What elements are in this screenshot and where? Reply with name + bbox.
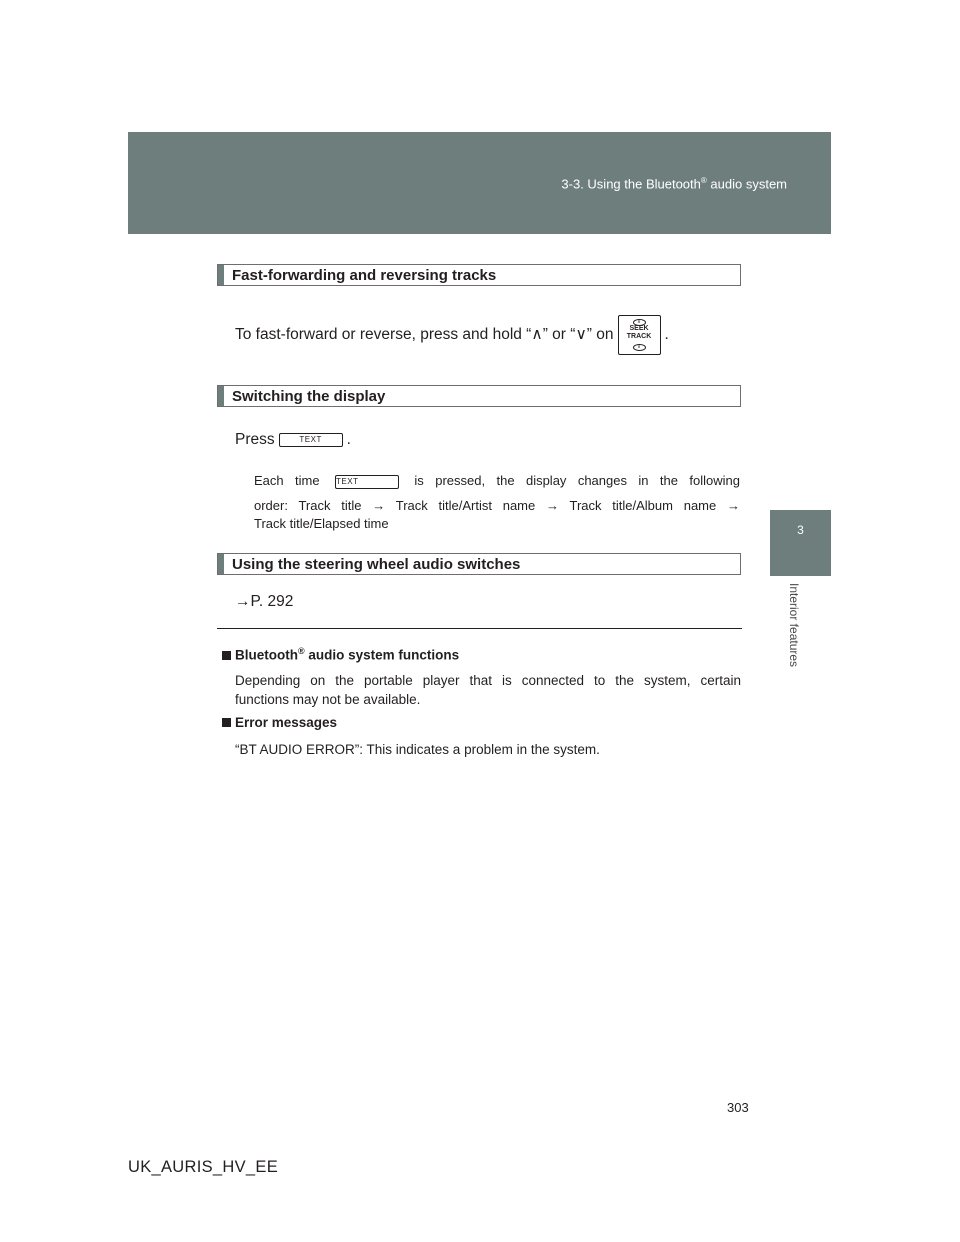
- text: ” or “: [542, 326, 576, 344]
- press-text-instruction: [235, 431, 351, 449]
- fast-forward-instruction: [235, 315, 669, 355]
- section-heading-switching-display: [217, 385, 741, 407]
- seek-label: SEEK: [629, 325, 649, 332]
- text: ” on: [586, 326, 614, 344]
- section-heading-bar: [218, 386, 224, 406]
- seek-track-button-icon: [618, 315, 661, 355]
- page-reference: →P. 292: [235, 593, 294, 610]
- track-label: TRACK: [626, 333, 652, 340]
- text: .: [664, 326, 669, 344]
- up-symbol: ∧: [531, 326, 543, 344]
- text-button-icon: TEXT: [335, 475, 399, 489]
- section-title: Using the steering wheel audio switches: [232, 555, 521, 573]
- bullet-square-icon: [222, 651, 231, 660]
- chapter-number: 3: [797, 523, 804, 537]
- note-title-errors: [222, 715, 337, 730]
- text: Press: [235, 431, 275, 448]
- text: is pressed, the display changes in the following: [414, 473, 740, 488]
- seek-up-oval-icon: ∧: [633, 319, 646, 326]
- section-heading-fast-forward: [217, 264, 741, 286]
- chapter-tab-label: Interior features: [787, 583, 801, 668]
- down-symbol: ∨: [575, 326, 587, 344]
- display-order-line: order: Track title → Track title/Artist name → Track title/Album name →: [254, 498, 740, 513]
- note-body-errors: “BT AUDIO ERROR”: This indicates a problem in the system.: [235, 742, 600, 757]
- section-heading-bar: [218, 554, 224, 574]
- seek-track-label: [619, 325, 660, 341]
- text: Error messages: [235, 715, 338, 730]
- section-title: Switching the display: [232, 387, 386, 405]
- registered-mark: ®: [700, 176, 707, 185]
- text: To fast-forward or reverse, press and hold “: [235, 326, 532, 344]
- divider: [217, 628, 742, 629]
- note-body-bluetooth-line1: Depending on the portable player that is connected to the system, certain: [235, 673, 741, 688]
- each-time-line: [254, 473, 740, 489]
- text: audio system functions: [304, 647, 460, 663]
- seek-down-oval-icon: ∨: [633, 344, 646, 351]
- text: .: [346, 431, 351, 448]
- text-button-icon: TEXT: [279, 433, 343, 447]
- section-heading-steering-switches: [217, 553, 741, 575]
- text: Each time: [254, 473, 320, 488]
- bullet-square-icon: [222, 718, 231, 727]
- header-band: [128, 132, 831, 234]
- registered-mark: ®: [298, 646, 305, 656]
- note-body-bluetooth-line2: functions may not be available.: [235, 692, 421, 707]
- note-title-bluetooth: [222, 646, 459, 663]
- chapter-title: [561, 176, 787, 191]
- chapter-title-prefix: 3-3. Using the Bluetooth: [561, 176, 701, 192]
- section-title: Fast-forwarding and reversing tracks: [232, 266, 497, 284]
- page-number: 303: [727, 1100, 749, 1115]
- section-heading-bar: [218, 265, 224, 285]
- chapter-title-suffix: audio system: [706, 176, 787, 192]
- display-order-line-2: Track title/Elapsed time: [254, 516, 389, 531]
- footer-code: UK_AURIS_HV_EE: [128, 1158, 279, 1176]
- text: Bluetooth: [235, 647, 298, 663]
- chapter-tab: [770, 510, 831, 576]
